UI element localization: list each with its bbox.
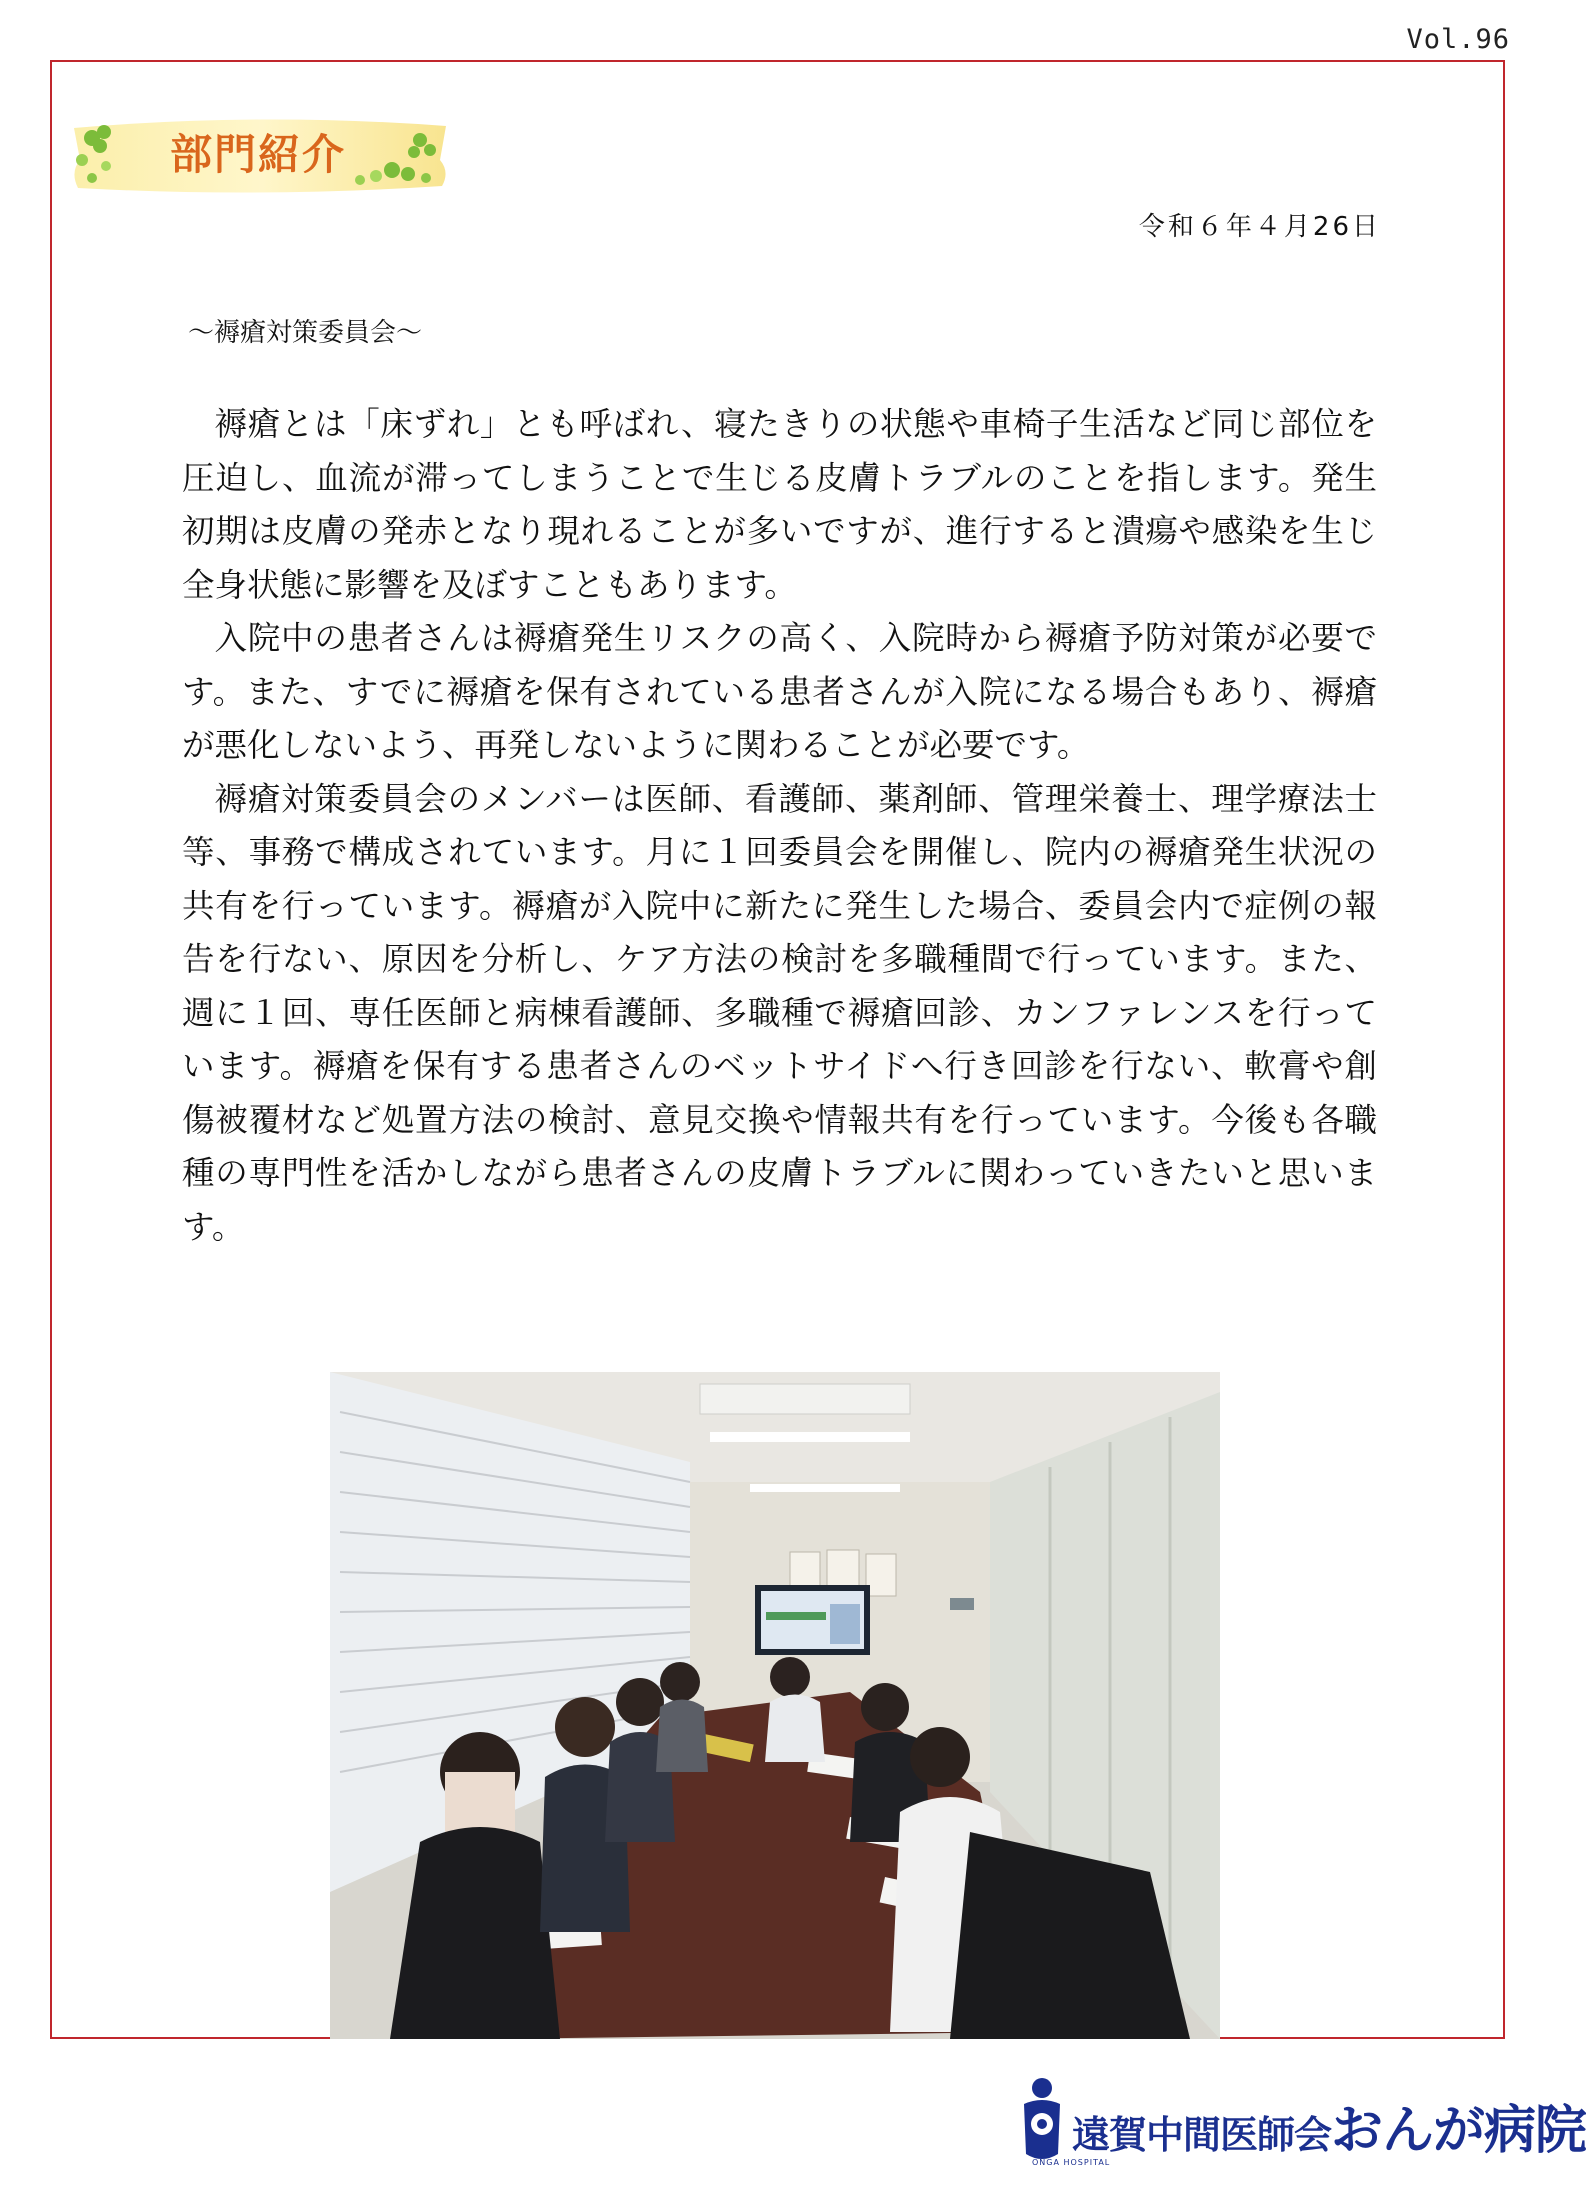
- paragraph: 褥瘡対策委員会のメンバーは医師、看護師、薬剤師、管理栄養士、理学療法士等、事務で構成されています。月に１回委員会を開催し、院内の褥瘡発生状況の共有を行っています。褥瘡が入院中に新たに発生した場合、委員会内で症例の報告を行ない、原因を分析し、ケア方法の検討を多職種間で行っています。また、週に１回、専任医師と病棟看護師、多職種で褥瘡回診、カンファレンスを行っています。褥瘡を保有する患者さんのベットサイドへ行き回診を行ない、軟膏や創傷被覆材など処置方法の検討、意見交換や情報共有を行っています。今後も各職種の専門性を活かしながら患者さんの皮膚トラブルに関わっていきたいと思います。: [182, 779, 1377, 1246]
- logo-org-name: 遠賀中間医師会: [1072, 2113, 1332, 2157]
- logo-subtext: ONGA HOSPITAL: [1032, 2158, 1111, 2167]
- paragraph: 褥瘡とは「床ずれ」とも呼ばれ、寝たきりの状態や車椅子生活など同じ部位を圧迫し、血流が滞ってしまうことで生じる皮膚トラブルのことを指します。発生初期は皮膚の発赤となり現れることが多いですが、進行すると潰瘍や感染を生じ全身状態に影響を及ぼすこともあります。: [182, 405, 1377, 604]
- paragraph: 入院中の患者さんは褥瘡発生リスクの高く、入院時から褥瘡予防対策が必要です。また、すでに褥瘡を保有されている患者さんが入院になる場合もあり、褥瘡が悪化しないよう、再発しないように関わることが必要です。: [182, 619, 1377, 764]
- section-title: 部門紹介: [170, 130, 347, 179]
- committee-title: ～褥瘡対策委員会～: [188, 318, 423, 348]
- meeting-photo: [330, 1372, 1220, 2039]
- publication-date: 令和６年４月26日: [1138, 212, 1381, 242]
- hospital-logo: [1012, 2068, 1586, 2178]
- article-body: [182, 398, 1377, 1254]
- hospital-emblem-icon: [1012, 2072, 1072, 2172]
- section-banner: [70, 108, 450, 200]
- volume-number: Vol.96: [1406, 24, 1510, 55]
- logo-hospital-name: おんが病院: [1331, 2101, 1586, 2161]
